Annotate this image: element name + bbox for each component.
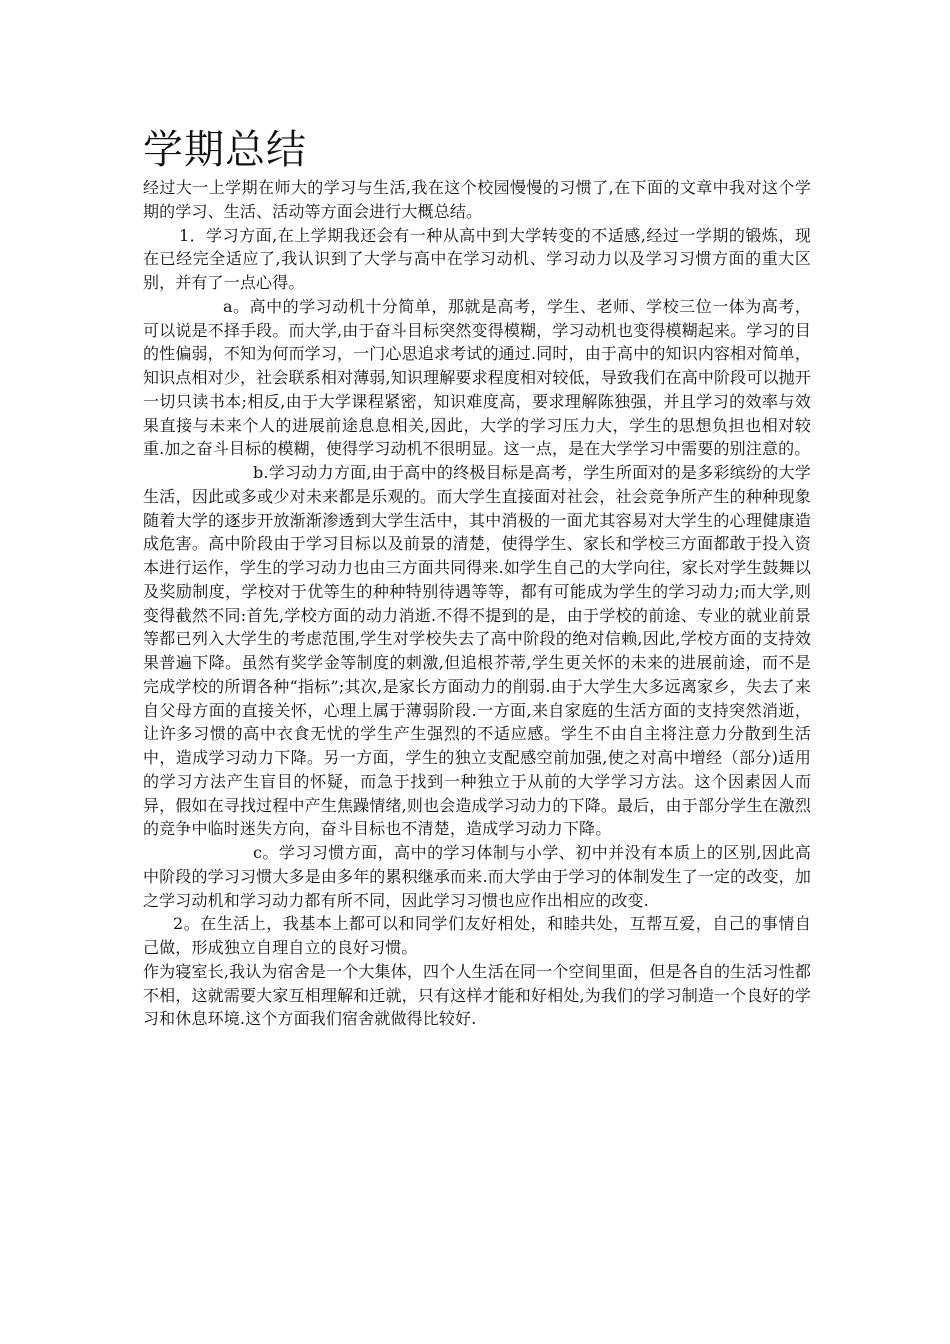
study-habits-paragraph: c。学习习惯方面，高中的学习体制与小学、初中并没有本质上的区别,因此高中阶段的学习习惯大多是由多年的累积继承而来.而大学由于学习的体制发生了一定的改变，加之学习动机和学习动力都有所不同，因此学习习惯也应作出相应的改变. (143, 843, 811, 910)
dorm-paragraph: 作为寝室长,我认为宿舍是一个大集体，四个人生活在同一个空间里面，但是各自的生活习性都不相，这就需要大家互相理解和迁就，只有这样才能和好相处,为我们的学习制造一个良好的学习和休息环境.这个方面我们宿舍就做得比较好. (143, 961, 811, 1029)
document-body (143, 124, 811, 1031)
study-motivation-paragraph: a。高中的学习动机十分简单，那就是高考，学生、老师、学校三位一体为高考，可以说是不择手段。而大学,由于奋斗目标突然变得模糊，学习动机也变得模糊起来。学习的目的性偏弱，不知为何而学习，一门心思追求考试的通过.同时，由于高中的知识内容相对简单，知识点相对少，社会联系相对薄弱,知识理解要求程度相对较低，导致我们在高中阶段可以抛开一切只读书本;相反,由于大学课程紧密，知识难度高，要求理解陈独强，并且学习的效率与效果直接与未来个人的进展前途息息相关,因此，大学的学习压力大，学生的思想负担也相对较重.加之奋斗目标的模糊，使得学习动机不很明显。这一点，是在大学学习中需要的别注意的。 (143, 296, 811, 459)
document-title: 学期总结 (143, 127, 307, 173)
life-section-paragraph: 2。在生活上，我基本上都可以和同学们友好相处，和睦共处，互帮互爱，自己的事情自己做，形成独立自理自立的良好习惯。 (143, 914, 811, 957)
study-section-paragraph: 1．学习方面,在上学期我还会有一种从高中到大学转变的不适感,经过一学期的锻炼，现在已经完全适应了,我认识到了大学与高中在学习动机、学习动力以及学习习惯方面的重大区别，并有了一点心得。 (143, 225, 811, 292)
study-drive-paragraph: b.学习动力方面,由于高中的终极目标是高考，学生所面对的是多彩缤纷的大学生活，因此或多或少对未来都是乐观的。而大学生直接面对社会，社会竞争所产生的种种现象随着大学的逐步开放渐渐渗透到大学生活中，其中消极的一面尤其容易对大学生的心理健康造成危害。高中阶段由于学习目标以及前景的清楚，使得学生、家长和学校三方面都敢于投入资本进行运作，学生的学习动力也由三方面共同得来.如学生自己的大学向往，家长对学生鼓舞以及奖励制度，学校对于优等生的种种特别待遇等等，都有可能成为学生的学习动力;而大学,则变得截然不同:首先,学校方面的动力消逝.不得不提到的是，由于学校的前途、专业的就业前景等都已列入大学生的考虑范围,学生对学校失去了高中阶段的绝对信赖,因此,学校方面的支持效果普遍下降。虽然有奖学金等制度的刺激,但追根芥蒂,学生更关怀的未来的进展前途，而不是完成学校的所谓各种“指标”;其次,是家长方面动力的削弱.由于大学生大多远离家乡，失去了来自父母方面的直接关怀，心理上属于薄弱阶段.一方面,来自家庭的生活方面的支持突然消逝，让许多习惯的高中衣食无忧的学生产生强烈的不适应感。学生不由自主将注意力分散到生活中，造成学习动力下降。另一方面，学生的独立支配感空前加强,使之对高中增经（部分)适用的学习方法产生盲目的怀疑，而急于找到一种独立于从前的大学学习方法。这个因素因人而异，假如在寻找过程中产生焦躁情绪,则也会造成学习动力的下降。最后，由于部分学生在激烈的竞争中临时迷失方向，奋斗目标也不清楚，造成学习动力下降。 (143, 463, 811, 839)
intro-paragraph: 经过大一上学期在师大的学习与生活,我在这个校园慢慢的习惯了,在下面的文章中我对这个学期的学习、生活、活动等方面会进行大概总结。 (143, 178, 811, 221)
